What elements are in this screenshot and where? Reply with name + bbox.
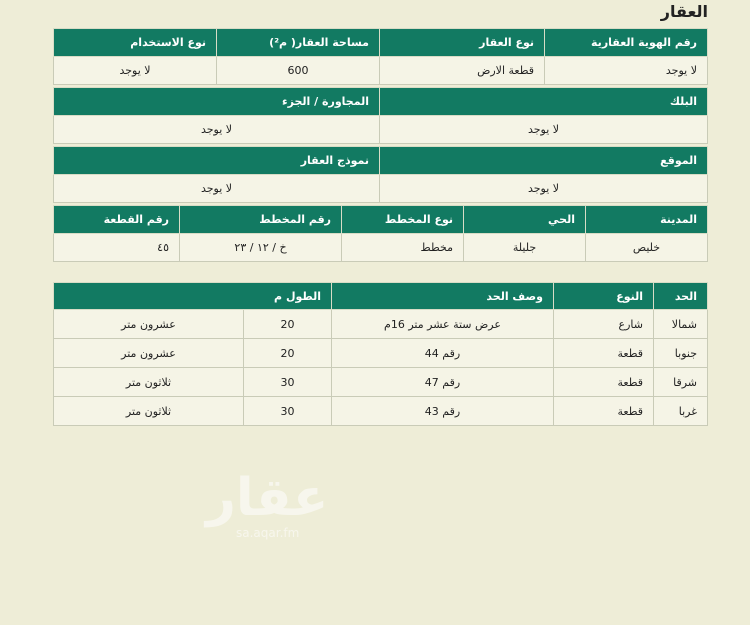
cell-length-text: عشرون متر	[53, 310, 243, 339]
page-title: العقار	[660, 2, 708, 21]
cell-length-text: ثلاثون متر	[53, 397, 243, 426]
table-header-row	[53, 283, 707, 310]
value-property-model: لا يوجد	[54, 175, 380, 203]
cell-description: عرض ستة عشر متر 16م	[332, 310, 554, 339]
header-plan-number: رقم المخطط	[180, 206, 342, 234]
cell-type: قطعة	[554, 339, 654, 368]
table-header-row	[54, 147, 708, 175]
header-city: المدينة	[586, 206, 708, 234]
property-info-table	[53, 28, 708, 85]
cell-length: 20	[244, 310, 332, 339]
value-usage-type: لا يوجد	[54, 57, 217, 85]
header-length: الطول م	[53, 283, 331, 310]
cell-length: 20	[244, 339, 332, 368]
plan-table	[53, 205, 708, 262]
cell-description: رقم 47	[332, 368, 554, 397]
table-row	[54, 175, 708, 203]
value-neighborhood-part: لا يوجد	[54, 116, 380, 144]
cell-description: رقم 44	[332, 339, 554, 368]
cell-side: شمالا	[654, 310, 708, 339]
value-plan-type: مخطط	[342, 234, 464, 262]
header-property-area: مساحة العقار( م²)	[217, 29, 380, 57]
value-location: لا يوجد	[380, 175, 708, 203]
cell-side: جنوبا	[654, 339, 708, 368]
header-side: الحد	[654, 283, 708, 310]
value-block: لا يوجد	[380, 116, 708, 144]
cell-side: شرقا	[654, 368, 708, 397]
header-type: النوع	[554, 283, 654, 310]
value-city: خليص	[586, 234, 708, 262]
header-usage-type: نوع الاستخدام	[54, 29, 217, 57]
header-block: البلك	[380, 88, 708, 116]
location-table	[53, 146, 708, 203]
value-property-id: لا يوجد	[545, 57, 708, 85]
value-district: جليلة	[464, 234, 586, 262]
value-property-area: 600	[217, 57, 380, 85]
cell-length-text: ثلاثون متر	[53, 368, 243, 397]
block-table	[53, 87, 708, 144]
cell-side: غربا	[654, 397, 708, 426]
header-property-type: نوع العقار	[380, 29, 545, 57]
value-plot-number: ٤٥	[54, 234, 180, 262]
header-property-model: نموذج العقار	[54, 147, 380, 175]
header-description: وصف الحد	[332, 283, 554, 310]
value-plan-number: خ / ١٢ / ٢٣	[180, 234, 342, 262]
table-row	[54, 116, 708, 144]
header-neighborhood-part: المجاورة / الجزء	[54, 88, 380, 116]
table-header-row	[54, 29, 708, 57]
cell-type: قطعة	[554, 368, 654, 397]
header-location: الموقع	[380, 147, 708, 175]
aqar-url: sa.aqar.fm	[236, 526, 300, 540]
cell-length: 30	[244, 368, 332, 397]
table-header-row	[54, 88, 708, 116]
cell-description: رقم 43	[332, 397, 554, 426]
header-district: الحي	[464, 206, 586, 234]
table-row	[53, 397, 707, 426]
header-property-id: رقم الهوية العقارية	[545, 29, 708, 57]
cell-type: قطعة	[554, 397, 654, 426]
boundaries-table	[53, 282, 708, 426]
cell-length: 30	[244, 397, 332, 426]
table-header-row	[54, 206, 708, 234]
cell-length-text: عشرون متر	[53, 339, 243, 368]
table-row	[54, 57, 708, 85]
table-row	[53, 368, 707, 397]
header-plan-type: نوع المخطط	[342, 206, 464, 234]
table-row	[54, 234, 708, 262]
aqar-logo: عقار	[206, 468, 329, 528]
table-row	[53, 310, 707, 339]
header-plot-number: رقم القطعة	[54, 206, 180, 234]
table-row	[53, 339, 707, 368]
aqar-watermark	[206, 470, 328, 540]
cell-type: شارع	[554, 310, 654, 339]
value-property-type: قطعة الارض	[380, 57, 545, 85]
